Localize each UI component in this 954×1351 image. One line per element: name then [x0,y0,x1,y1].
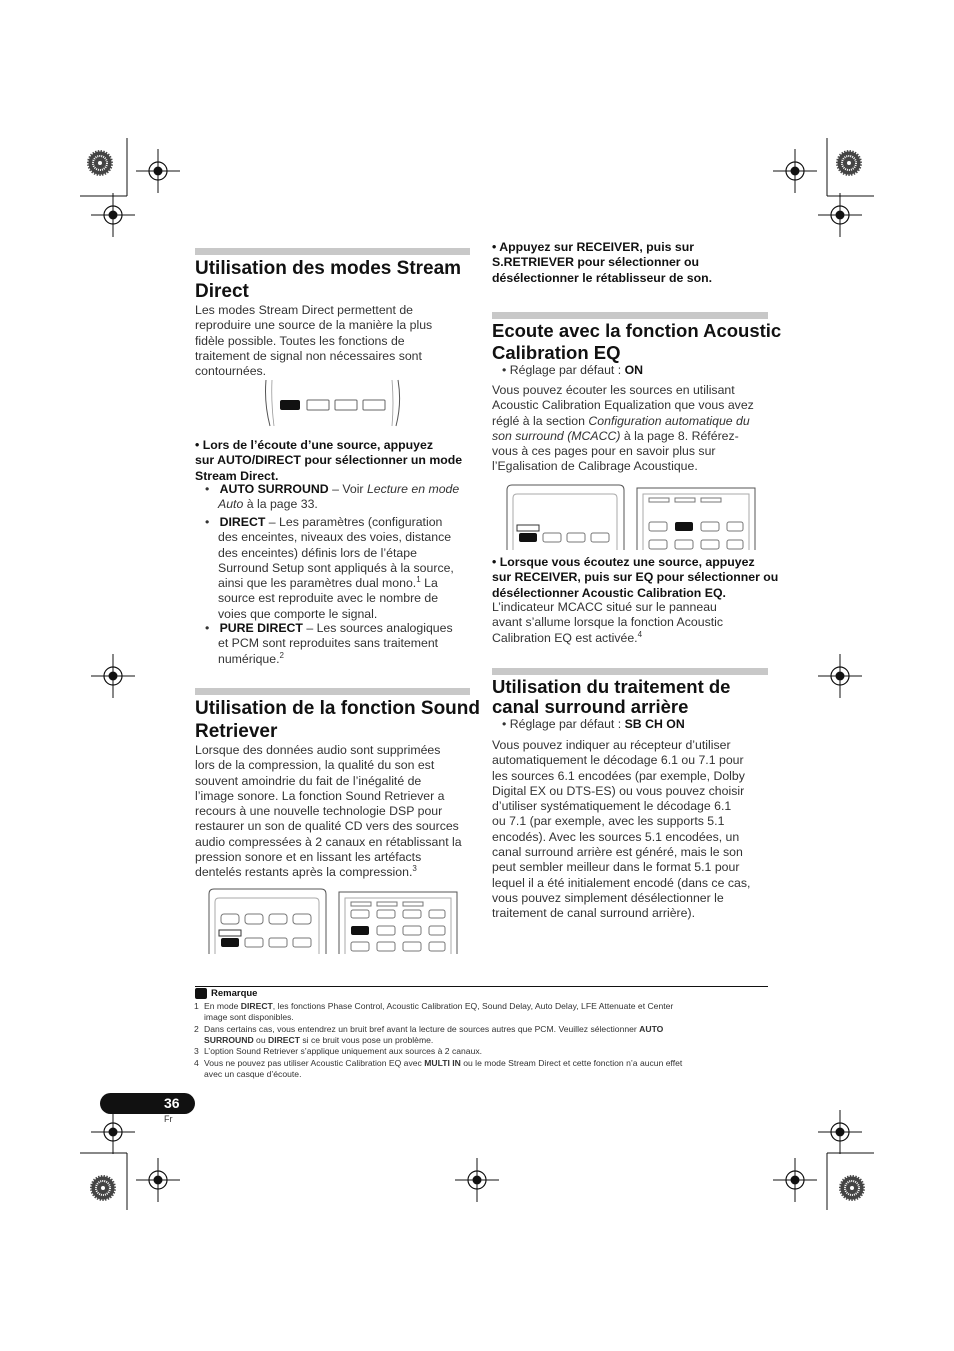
eq-after-text: L’indicateur MCACC situé sur le panneau avant s’allume lorsque la fonction Acoustic Calibration EQ est activée.$^4$ [492,600,724,645]
page-number: 36 [164,1095,180,1111]
eq-default-setting: • Réglage par défaut : ON [502,363,644,377]
footnote-3: 3 L’option Sound Retriever s’applique uniquement aux sources à 2 canaux. [194,1046,483,1056]
footnote-4: 4 Vous ne pouvez pas utiliser Acoustic Calibration EQ avec MULTI IN ou le mode Stream Direct et cette fonction n’a aucun effet avec un casque d’écoute. [194,1058,683,1079]
sb-default-setting: • Réglage par défaut : SB CH ON [502,717,685,731]
section-rule [195,248,470,255]
footnote-2: 2 Dans certains cas, vous entendrez un bruit bref avant la lecture de sources autres que PCM. Veuillez sélectionner AUTO SURROUND ou DIRECT si ce bruit vous pose un problème. [194,1024,664,1045]
eq-body: Vous pouvez écouter les sources en utilisant Acoustic Calibration Equalization que vous avez réglé à la section Configuration automatique du son surround (MCACC) à la page 8. Référez- vous à ces pages pour en savoir plus sur l’Egalisation de Calibrage Acoustique. [492,383,754,474]
step-auto-direct: • Lors de l’écoute d’une source, appuyez sur AUTO/DIRECT pour sélectionner un mode Stream Direct. [195,438,463,483]
notes-rule [195,986,768,987]
note-icon [195,988,207,999]
remote-illustration-eq [505,484,760,555]
section-heading-sound-retriever: Utilisation de la fonction Sound Retriever [195,698,480,742]
step-s-retriever: • Appuyez sur RECEIVER, puis sur S.RETRIEVER pour sélectionner ou désélectionner le rétablisseur de son. [492,240,713,285]
page-language: Fr [164,1114,173,1124]
section-rule [492,668,768,675]
sb-body: Vous pouvez indiquer au récepteur d’utiliser automatiquement le décodage 6.1 ou 7.1 pour les sources 6.1 encodées (par exemple, Dolby Digital EX ou DTS-ES) ou vous pouvez choisir d’utiliser systématiquement le décodage 6.1 ou 7.1 (par exemple, avec les supports 5.1 encodés). Avec les sources 5.1 encodées, un canal surround arrière est généré, mais le son peut sembler meilleur dans le format 5.1 pour lequel il a été initialement encodé (dans ce cas, vous pouvez simplement désélectionner le traitement de canal surround arrière). [492,738,751,921]
footnote-1: 1 En mode DIRECT, les fonctions Phase Control, Acoustic Calibration EQ, Sound Delay, Auto Delay, LFE Attenuate et Center image sont disponibles. [194,1001,674,1022]
section-rule [195,688,470,695]
bullet-auto-surround: • AUTO SURROUND – Voir Lecture en mode Auto à la page 33. [205,482,460,512]
remote-illustration-s-retriever [207,888,462,959]
page-number-tab [100,1093,195,1114]
bullet-pure-direct: • PURE DIRECT – Les sources analogiques et PCM sont reproduites sans traitement numérique.$^2$ [205,621,453,666]
notes-heading: Remarque [211,988,258,999]
section-heading-stream-direct: Utilisation des modes Stream Direct [195,258,462,302]
bullet-direct: • DIRECT – Les paramètres (configuration des enceintes, niveaux des voies, distance des enceintes) définis lors de l’étape Surround Setup sont appliqués à la source, ainsi que les paramètres dual mono.$^1$ La source est reproduite avec le nombre de voies que comporte le signal. [205,515,454,621]
sound-retriever-body: Lorsque des données audio sont supprimées lors de la compression, la qualité du son est souvent amoindrie du fait de l’inégalité de l’image sonore. La fonction Sound Retriever a recours à une nouvelle technologie DSP pour restaurer un son de qualité CD vers des sources audio compressées à 2 canaux en rétablissant la pression sonore et en lissant les artéfacts dentelés restants après la compression.$^3$ [195,743,462,880]
step-eq: • Lorsque vous écoutez une source, appuyez sur RECEIVER, puis sur EQ pour sélectionner ou désélectionner Acoustic Calibration EQ. [492,555,779,600]
section-heading-acoustic-eq: Ecoute avec la fonction Acoustic Calibration EQ [492,320,782,363]
remote-illustration-auto-direct [262,378,407,433]
stream-direct-intro: Les modes Stream Direct permettent de reproduire une source de la manière la plus fidèle possible. Toutes les fonctions de traitement de signal non nécessaires sont contournées. [195,303,433,379]
section-heading-surround-back: Utilisation du traitement de canal surround arrière [492,676,731,717]
section-rule [492,312,768,319]
